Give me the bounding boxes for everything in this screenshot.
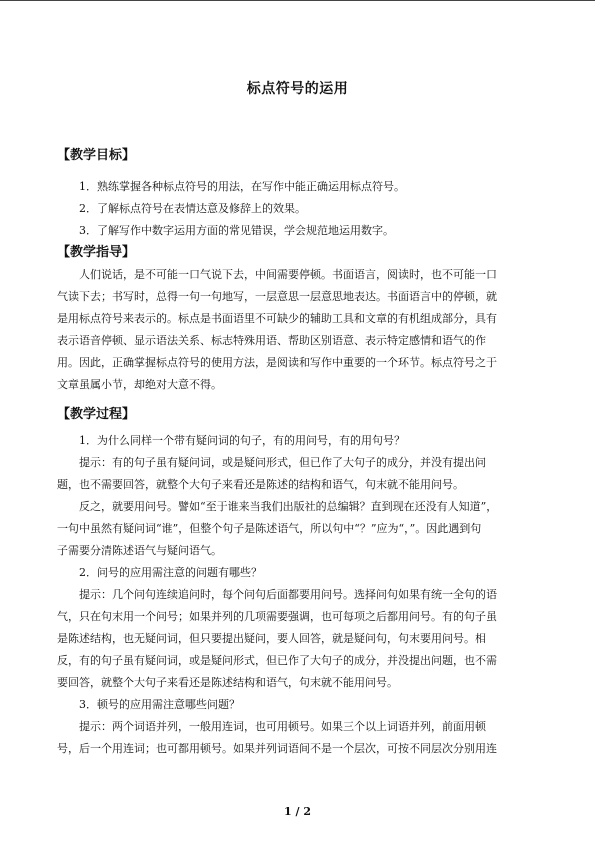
question-2: 2．问号的应用需注意的问题有哪些？ [79, 566, 262, 579]
process-line: 号，后一个用连词；也可都用顿号。如果并列词语间不是一个层次，可按不同层次分别用连 [57, 742, 497, 755]
guidance-line: 用。因此，正确掌握标点符号的使用方法，是阅读和写作中重要的一个环节。标点符号之于 [57, 356, 497, 369]
guidance-heading: 【教学指导】 [57, 245, 136, 260]
top-border-line [0, 0, 595, 1]
guidance-line: 人们说话，是不可能一口气说下去，中间需要停顿。书面语言，阅读时，也不可能一口 [79, 268, 497, 281]
guidance-line: 表示语音停顿、显示语法关系、标志特殊用语、帮助区别语意、表示特定感情和语气的作 [57, 334, 486, 347]
process-line: 题，也不需要回答，就整个大句子来看还是陈述的结构和语气，句末就不能用问号。 [57, 478, 464, 491]
process-line: 子需要分清陈述语气与疑问语气。 [57, 544, 222, 557]
process-line: 提示：两个词语并列，一般用连词，也可用顿号。如果三个以上词语并列，前面用顿 [79, 720, 486, 733]
process-line: 是陈述结构，也无疑问词，但只要提出疑问，要人回答，就是疑问句，句末要用问号。相 [57, 632, 486, 645]
process-line: 一句中虽然有疑问词“谁”，但整个句子是陈述语气，所以句中“？”应为“，”。因此遇到句 [57, 522, 482, 535]
question-1: 1．为什么同样一个带有疑问词的句子，有的用问号，有的用句号？ [79, 434, 405, 447]
process-line: 反之，就要用问号。譬如“至于谁来当我们出版社的总编辑？直到现在还没有人知道”， [79, 500, 498, 513]
process-line: 反，有的句子虽有疑问词，或是疑问形式，但已作了大句子的成分，并没提出问题，也不需 [57, 654, 497, 667]
guidance-line: 气读下去；书写时，总得一句一句地写，一层意思一层意思地表达。书面语言中的停顿，就 [57, 290, 497, 303]
goal-item-3: 3．了解写作中数字运用方面的常见错误，学会规范地运用数字。 [79, 224, 394, 237]
goal-item-1: 1．熟练掌握各种标点符号的用法，在写作中能正确运用标点符号。 [79, 180, 405, 193]
question-3: 3．顿号的应用需注意哪些问题？ [79, 698, 240, 711]
goals-heading: 【教学目标】 [57, 148, 136, 163]
process-line: 气，只在句末用一个问号；如果并列的几项需要强调，也可每项之后都用问号。有的句子虽 [57, 610, 497, 623]
document-title: 标点符号的运用 [246, 81, 349, 97]
process-heading: 【教学过程】 [57, 407, 136, 422]
page-number: 1 / 2 [284, 805, 311, 818]
process-line: 提示：有的句子虽有疑问词，或是疑问形式，但已作了大句子的成分，并没有提出问 [79, 456, 486, 469]
guidance-line: 是用标点符号来表示的。标点是书面语里不可缺少的辅助工具和文章的有机组成部分，具有 [57, 312, 497, 325]
process-line: 要回答，就整个大句子来看还是陈述结构和语气，句末就不能用问号。 [57, 676, 398, 689]
process-body [57, 430, 543, 760]
goal-item-2: 2．了解标点符号在表情达意及修辞上的效果。 [79, 202, 306, 215]
guidance-line: 文章虽属小节，却绝对大意不得。 [57, 378, 222, 391]
guidance-paragraph [57, 264, 543, 396]
process-line: 提示：几个问句连续追问时，每个问句后面都要用问号。选择问句如果有统一全句的语 [79, 588, 497, 601]
